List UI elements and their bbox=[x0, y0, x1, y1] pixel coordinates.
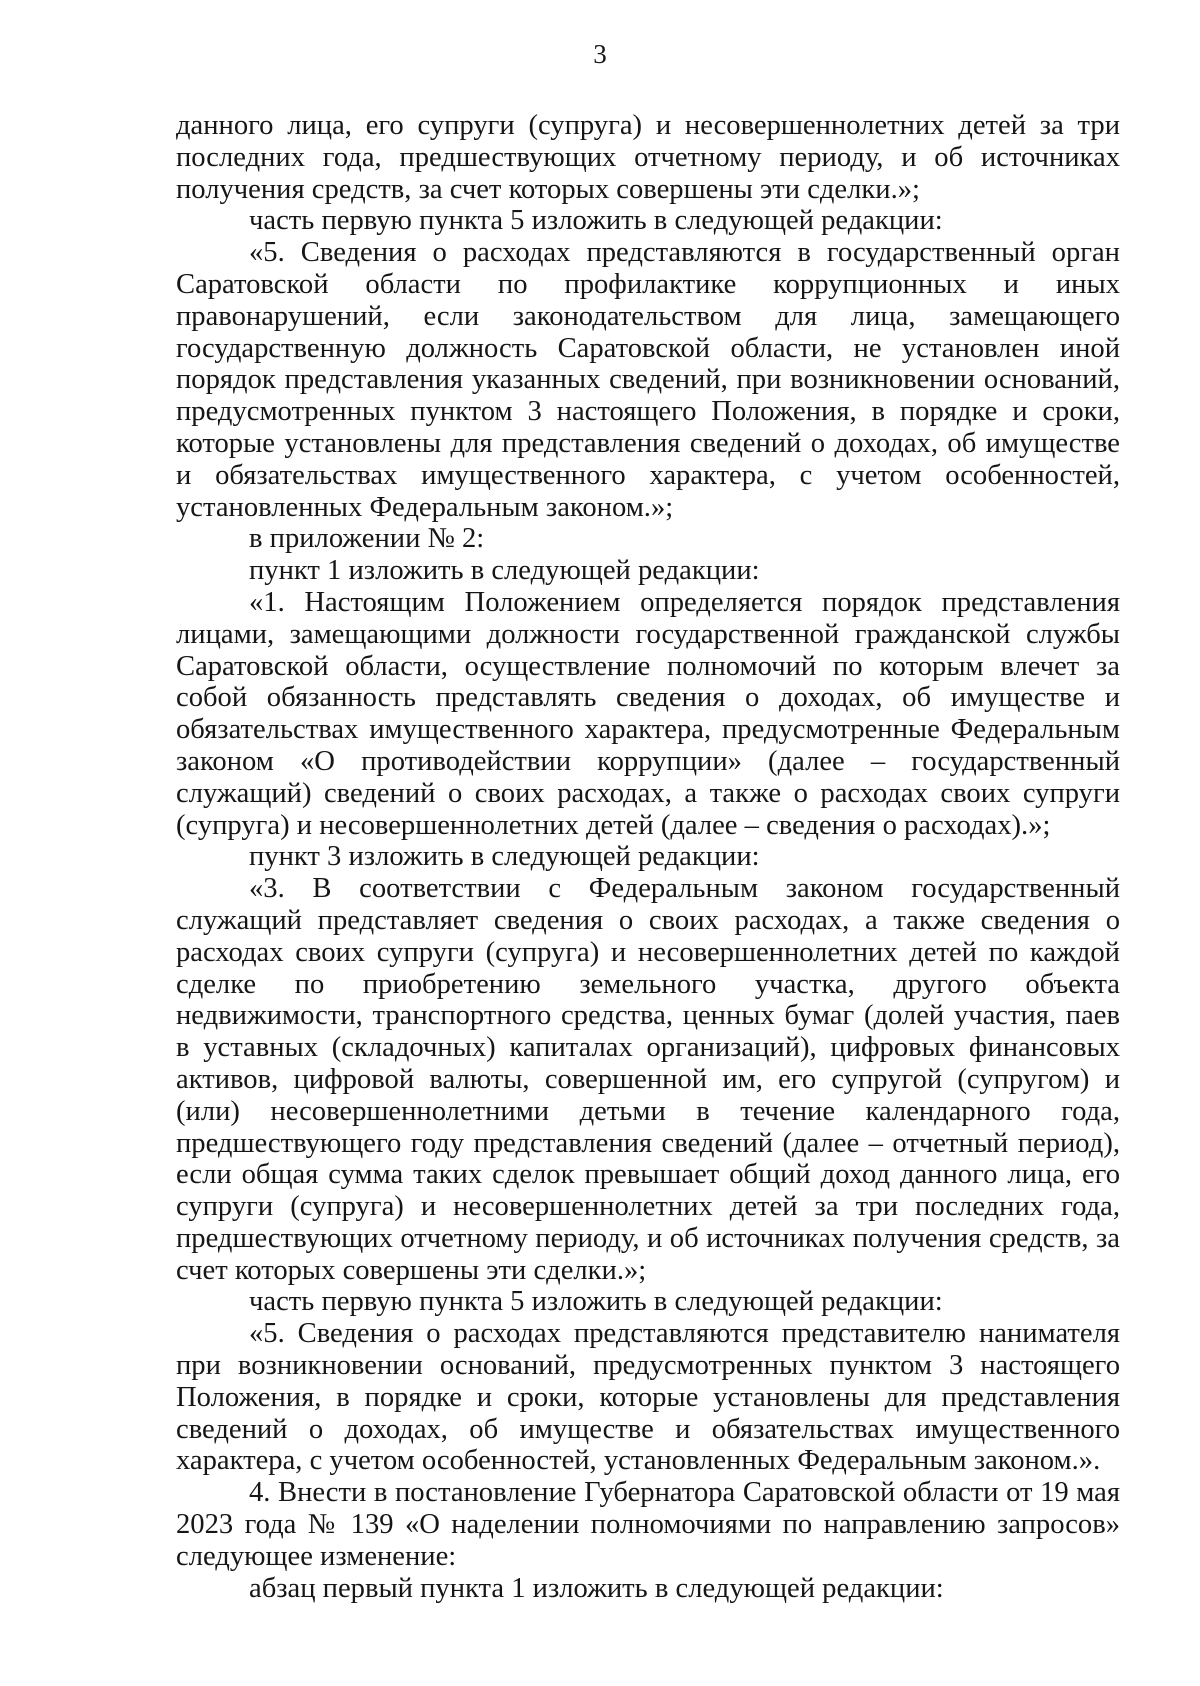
paragraph-quoted-clause: «5. Сведения о расходах представляются в государственный орган Саратовской области по профилактике коррупционных и иных правонарушений, если законодательством для лица, замещающего государственную должность Саратовской области, не установлен иной порядок представления указанных сведений, при возникновении оснований, предусмотренных пунктом 3 настоящего Положения, в порядке и сроки, которые установлены для представления сведений о доходах, об имуществе и обязательствах имущественного характера, с учетом особенностей, установленных Федеральным законом.»; bbox=[176, 237, 1120, 523]
paragraph-quoted-clause: «3. В соответствии с Федеральным законом государственный служащий представляет сведения о своих расходах, а также сведения о расходах своих супруги (супруга) и несовершеннолетних детей по каждой сделке по приобретению земельного участка, другого объекта недвижимости, транспортного средства, ценных бумаг (долей участия, паев в уставных (складочных) капиталах организаций), цифровых финансовых активов, цифровой валюты, совершенной им, его супругой (супругом) и (или) несовершеннолетними детьми в течение календарного года, предшествующего году представления сведений (далее – отчетный период), если общая сумма таких сделок превышает общий доход данного лица, его супруги (супруга) и несовершеннолетних детей за три последних года, предшествующих отчетному периоду, и об источниках получения средств, за счет которых совершены эти сделки.»; bbox=[176, 873, 1120, 1286]
paragraph-instruction: абзац первый пункта 1 изложить в следующей редакции: bbox=[249, 1572, 944, 1604]
page-number: 3 bbox=[593, 39, 607, 69]
paragraph-numbered-item: 4. Внести в постановление Губернатора Саратовской области от 19 мая 2023 года № 139 «О наделении полномочиями по направлению запросов» следующее изменение: bbox=[176, 1477, 1120, 1572]
document-body bbox=[176, 110, 1120, 1604]
paragraph-instruction: часть первую пункта 5 изложить в следующей редакции: bbox=[249, 1286, 943, 1318]
paragraph-instruction: часть первую пункта 5 изложить в следующей редакции: bbox=[249, 205, 943, 237]
paragraph-instruction: в приложении № 2: bbox=[249, 523, 485, 555]
paragraph-quoted-clause: «1. Настоящим Положением определяется порядок представления лицами, замещающими должности государственной гражданской службы Саратовской области, осуществление полномочий по которым влечет за собой обязанность представлять сведения о доходах, об имуществе и обязательствах имущественного характера, предусмотренные Федеральным законом «О противодействии коррупции» (далее – государственный служащий) сведений о своих расходах, а также о расходах своих супруги (супруга) и несовершеннолетних детей (далее – сведения о расходах).»; bbox=[176, 586, 1120, 841]
paragraph-quoted-clause: «5. Сведения о расходах представляются представителю нанимателя при возникновении оснований, предусмотренных пунктом 3 настоящего Положения, в порядке и сроки, которые установлены для представления сведений о доходах, об имуществе и обязательствах имущественного характера, с учетом особенностей, установленных Федеральным законом.». bbox=[176, 1318, 1120, 1477]
paragraph-instruction: пункт 3 изложить в следующей редакции: bbox=[249, 841, 760, 873]
paragraph-instruction: пункт 1 изложить в следующей редакции: bbox=[249, 555, 760, 587]
paragraph-continuation: данного лица, его супруги (супруга) и несовершеннолетних детей за три последних года, предшествующих отчетному периоду, и об источниках получения средств, за счет которых совершены эти сделки.»; bbox=[176, 110, 1120, 205]
